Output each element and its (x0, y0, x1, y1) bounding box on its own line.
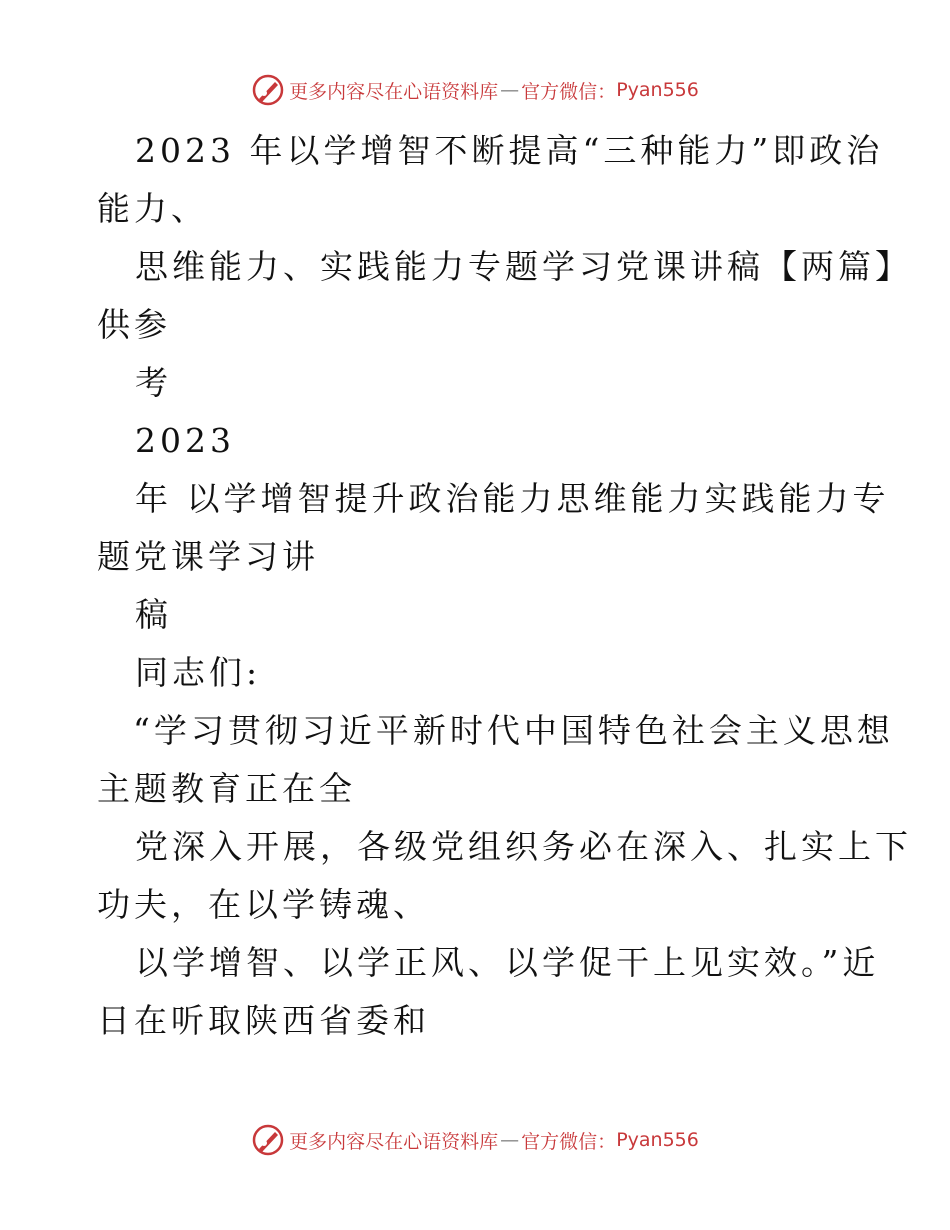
paragraph-line-6: 日在听取陕西省委和 (97, 1001, 430, 1040)
paragraph-line-2: 主题教育正在全 (97, 769, 356, 808)
salutation: 同志们: (135, 653, 262, 692)
pen-circle-logo-icon (251, 1123, 285, 1157)
title-line-1: 2023 年以学增智不断提高“三种能力”即政治 (135, 131, 884, 170)
paragraph-line-1: “学习贯彻习近平新时代中国特色社会主义思想 (133, 711, 894, 750)
paragraph-line-4: 功夫，在以学铸魂、 (97, 885, 430, 924)
banner-wechat-id: Pyan556 (616, 1129, 699, 1151)
title-line-5: 考 (135, 363, 172, 402)
title-line-2: 能力、 (97, 189, 208, 228)
header-banner (0, 70, 950, 110)
subtitle-line-4: 稿 (135, 595, 172, 634)
banner-separator: — (500, 1129, 520, 1151)
subtitle-line-1: 2023 (135, 421, 235, 460)
banner-separator: — (500, 79, 520, 101)
subtitle-line-3: 题党课学习讲 (97, 537, 319, 576)
title-line-4: 供参 (97, 305, 171, 344)
banner-site-text: 更多内容尽在心语资料库 (289, 1130, 499, 1153)
footer-banner (0, 1120, 950, 1160)
banner-wechat-id: Pyan556 (616, 79, 699, 101)
paragraph-line-5: 以学增智、以学正风、以学促干上见实效。”近 (135, 943, 880, 982)
paragraph-line-3: 党深入开展，各级党组织务必在深入、扎实上下 (135, 827, 912, 866)
subtitle-line-2: 年 以学增智提升政治能力思维能力实践能力专 (135, 479, 890, 518)
pen-circle-logo-icon (251, 73, 285, 107)
title-line-3: 思维能力、实践能力专题学习党课讲稿【两篇】 (135, 247, 912, 286)
document-body (97, 122, 912, 1050)
banner-site-text: 更多内容尽在心语资料库 (289, 80, 499, 103)
banner-wechat-label: 官方微信： (521, 1130, 617, 1153)
banner-wechat-label: 官方微信： (521, 80, 617, 103)
